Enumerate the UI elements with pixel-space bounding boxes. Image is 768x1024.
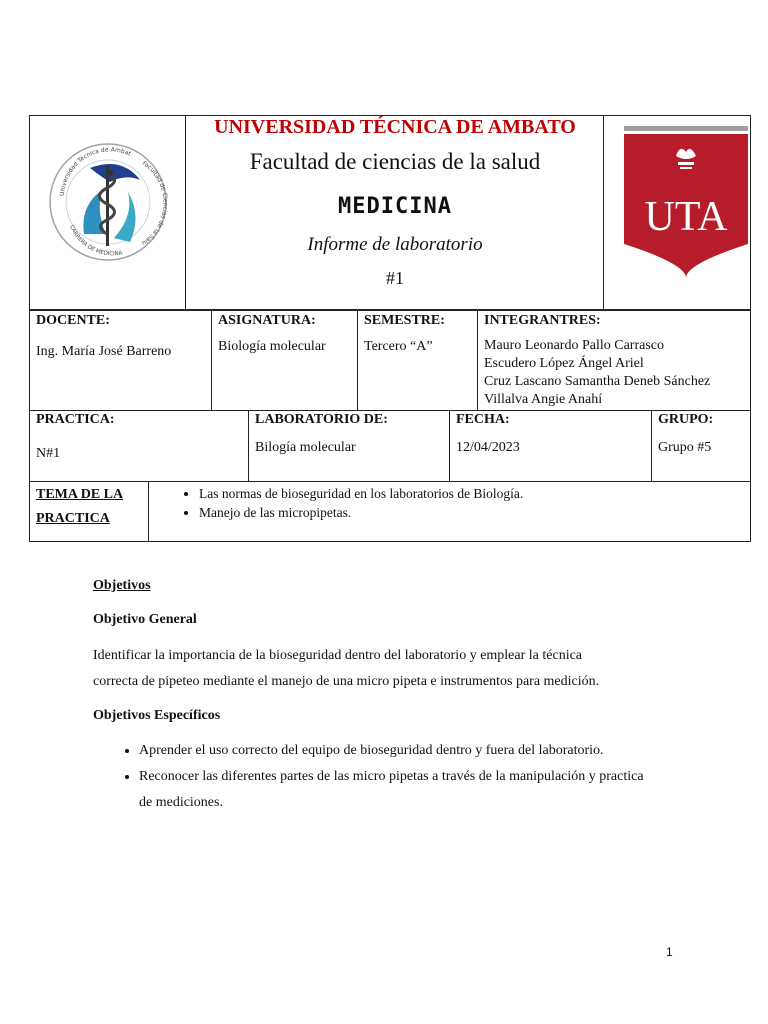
specific-objective-item: • Reconocer las diferentes partes de las micro pipetas a través de la manipulación y practica de mediciones.	[139, 764, 659, 816]
integrante-item: Cruz Lascano Samantha Deneb Sánchez	[484, 374, 711, 389]
theme-label-line: PRACTICA	[36, 511, 110, 526]
integrantes-label: INTEGRANTRES:	[484, 313, 601, 328]
faculty-logo	[30, 116, 185, 309]
laboratorio-label: LABORATORIO DE:	[255, 412, 388, 427]
general-objective-line: correcta de pipeteo mediante el manejo de una micro pipeta e instrumentos para medición.	[93, 674, 600, 689]
general-objective-heading: Objetivo General	[93, 612, 197, 627]
grupo-cell	[651, 410, 750, 481]
report-number: #1	[386, 268, 404, 288]
theme-label-line: TEMA DE LA	[36, 487, 124, 502]
report-type: Informe de laboratorio	[307, 234, 483, 255]
theme-label	[36, 483, 123, 531]
fecha-value: 12/04/2023	[456, 440, 520, 455]
docente-cell	[30, 311, 211, 410]
integrante-item: Villalva Angie Anahí	[484, 392, 603, 407]
asignatura-cell	[211, 311, 357, 410]
uta-logo-text: UTA	[644, 194, 728, 240]
grupo-label: GRUPO:	[658, 412, 714, 427]
header-box	[29, 115, 751, 310]
general-objective-line: Identificar la importancia de la bioseguridad dentro del laboratorio y emplear la técnica	[93, 648, 583, 663]
integrantes-list	[484, 337, 710, 409]
integrante-item: Escudero López Ángel Ariel	[484, 356, 644, 371]
faculty-logo-cell	[30, 116, 186, 309]
semestre-value: Tercero “A”	[364, 339, 433, 354]
specific-objectives-list	[93, 738, 739, 816]
specific-objective-item: • Aprender el uso correcto del equipo de bioseguridad dentro y fuera del laboratorio.	[139, 738, 739, 764]
grupo-value: Grupo #5	[658, 440, 712, 455]
logo-text-top: Universidad Técnica de Ambat	[58, 146, 132, 197]
info-row-2	[29, 410, 751, 482]
integrante-item: Mauro Leonardo Pallo Carrasco	[484, 338, 664, 353]
university-name: UNIVERSIDAD TÉCNICA DE AMBATO	[214, 116, 576, 138]
page-number: 1	[666, 945, 673, 959]
semestre-cell	[357, 311, 477, 410]
theme-item: • Manejo de las micropipetas.	[199, 503, 523, 522]
specific-objectives-heading: Objetivos Específicos	[93, 708, 221, 723]
practica-value: N#1	[36, 446, 61, 461]
header-title-cell	[186, 116, 604, 309]
theme-list	[179, 484, 523, 522]
docente-value: Ing. María José Barreno	[36, 344, 172, 359]
faculty-name: Facultad de ciencias de la salud	[249, 149, 541, 174]
theme-row	[29, 481, 751, 542]
objectives-heading: Objetivos	[93, 578, 151, 593]
practica-cell	[30, 410, 248, 481]
fecha-label: FECHA:	[456, 412, 510, 427]
practica-label: PRACTICA:	[36, 412, 115, 427]
asignatura-value: Biología molecular	[218, 339, 326, 354]
integrantes-cell	[477, 311, 750, 410]
uta-logo	[604, 116, 750, 309]
uta-logo-cell	[603, 116, 750, 309]
asignatura-label: ASIGNATURA:	[218, 313, 316, 328]
info-row-1	[29, 310, 751, 411]
theme-items-cell	[148, 481, 750, 541]
logo-text-right: Facultad de Ciencias de la Salu	[140, 159, 169, 247]
fecha-cell	[449, 410, 651, 481]
theme-item: • Las normas de bioseguridad en los laboratorios de Biología.	[199, 484, 523, 503]
logo-text-bottom: CARRERA DE MEDICINA	[68, 224, 123, 258]
laboratorio-value: Bilogía molecular	[255, 440, 356, 455]
general-objective-text	[93, 643, 683, 695]
docente-label: DOCENTE:	[36, 313, 110, 328]
theme-label-cell	[30, 481, 148, 541]
semestre-label: SEMESTRE:	[364, 313, 445, 328]
laboratorio-cell	[248, 410, 449, 481]
career-name: MEDICINA	[338, 194, 452, 219]
